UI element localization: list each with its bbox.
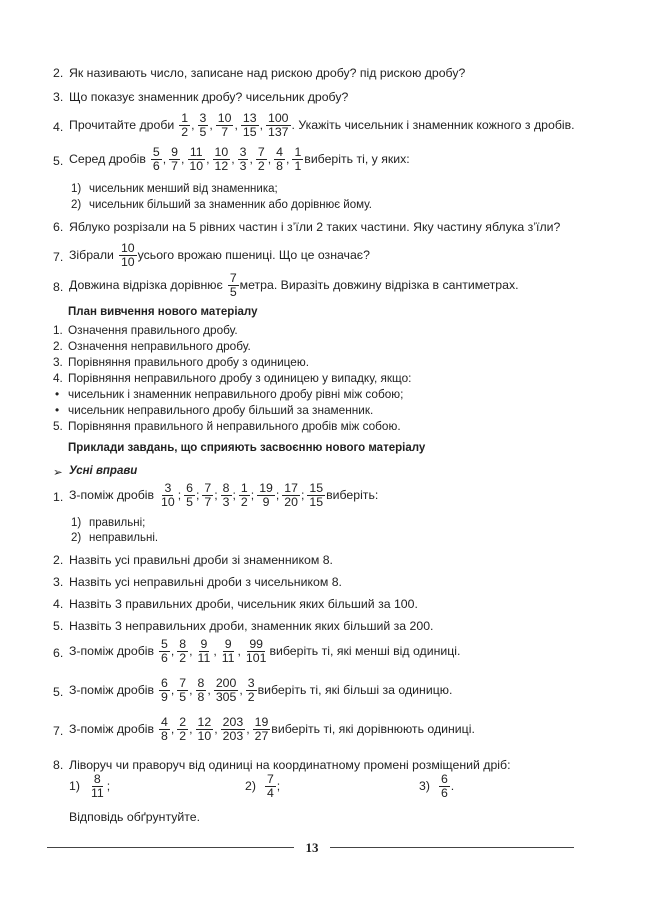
fraction: $\frac{4}{8}$ [161,715,168,743]
question-number: 6. [53,646,64,660]
fraction: $\frac{7}{2}$ [257,145,265,173]
question-number: 5. [53,685,64,699]
fraction: $\frac{9}{11}$ [197,637,211,665]
question-text: Як називають число, записане над рискою дробу? під рискою дробу? [69,66,466,80]
fraction: $\frac{99}{101}$ [245,637,267,665]
option-3: 3) $\frac{6}{6}$ . [419,772,455,800]
fraction: $\frac{5}{6}$ [152,145,160,173]
fraction: $\frac{10}{12}$ [214,145,229,173]
question-content [69,242,374,269]
fraction: $\frac{6}{6}$ [440,772,448,800]
fraction: $\frac{7}{7}$ [204,481,212,509]
fraction: $\frac{3}{5}$ [199,111,207,139]
fraction: $\frac{10}{10}$ [120,241,135,269]
fraction: $\frac{2}{2}$ [179,715,187,743]
fraction: $\frac{3}{2}$ [247,676,255,704]
question-number: 3. [53,90,64,104]
question-text: Серед дробів [69,152,146,167]
fraction: $\frac{5}{6}$ [161,637,168,665]
fraction: $\frac{3}{10}$ [161,481,175,509]
question-number: 2. [53,66,64,80]
question-content: З-поміж дробів $\frac{3}{10}$ ; $\frac{6}{5}$ ; $\frac{7}{7}$ ; $\frac{8}{3}$ ; $\frac{1}{2}$ ; $\frac{19}{9}$ ; $\frac{17}{20}$ ; $\frac{15}{15}$ виберіть: [69,481,379,509]
question-text: Яблуко розрізали на 5 рівних частин і з’їли 2 таких частини. Яку частину яблука з’їли? [69,220,561,234]
question-text: Зібрали [69,248,114,263]
fraction: $\frac{3}{3}$ [239,145,247,173]
fraction: $\frac{9}{11}$ [221,637,235,665]
question-number: 6. [53,220,64,234]
fraction: $\frac{7}{5}$ [179,676,187,704]
fraction: $\frac{7}{4}$ [266,772,274,800]
fraction: $\frac{12}{10}$ [197,715,212,743]
question-text: метра. Виразіть довжину відрізка в сантиметрах. [239,278,519,293]
question-content: З-поміж дробів $\frac{6}{9}$ , $\frac{7}{5}$ , $\frac{8}{8}$ , $\frac{200}{305}$ , $\frac{3}{2}$ виберіть ті, які більші за одиницю. [69,676,453,704]
fraction: $\frac{203}{203}$ [222,715,244,743]
footer-divider-left [47,847,294,848]
fraction: $\frac{8}{11}$ [90,772,104,800]
fraction: $\frac{6}{5}$ [186,481,193,509]
fraction: $\frac{200}{305}$ [215,676,237,704]
question-content: З-поміж дробів $\frac{5}{6}$ , $\frac{8}{2}$ , $\frac{9}{11}$ , $\frac{9}{11}$ , $\frac{99}{101}$ виберіть ті, які менші від одиниці. [69,637,461,665]
question-text: Довжина відрізка дорівнює [69,278,223,293]
fraction: $\frac{6}{9}$ [161,676,168,704]
question-number: 7. [53,250,64,264]
question-content: Серед дробів $\frac{5}{6}$ , $\frac{9}{7}$ , $\frac{11}{10}$ , $\frac{10}{12}$ , $\frac{3}{3}$ , $\frac{7}{2}$ , $\frac{4}{8}$ , $\frac{1}{1}$ виберіть ті, у яких: [69,145,410,173]
fraction: $\frac{15}{15}$ [309,481,324,509]
question-text: . Укажіть чисельник і знаменник кожного з дробів. [291,118,575,133]
option-2: 2) $\frac{7}{4}$ ; [245,772,281,800]
fraction: $\frac{13}{15}$ [242,111,257,139]
fraction: $\frac{9}{7}$ [171,145,178,173]
fraction: $\frac{19}{27}$ [254,715,269,743]
question-content: З-поміж дробів $\frac{4}{8}$ , $\frac{2}{2}$ , $\frac{12}{10}$ , $\frac{203}{203}$ , $\frac{19}{27}$ виберіть ті, які дорівнюють одиниці. [69,715,475,743]
fraction: $\frac{8}{2}$ [179,637,187,665]
fraction: $\frac{1}{1}$ [294,145,302,173]
fraction: $\frac{17}{20}$ [284,481,298,509]
fraction: $\frac{1}{2}$ [240,481,248,509]
question-number: 8. [53,280,64,294]
arrow-bullet-icon: ➢ [53,467,63,479]
question-text: Прочитайте дроби [69,118,175,133]
question-text: Що показує знаменник дробу? чисельник дробу? [69,90,349,104]
question-content: Прочитайте дроби $\frac{1}{2}$ , $\frac{3}{5}$ , $\frac{10}{7}$ , $\frac{13}{15}$ , $\frac{100}{137}$ . Укажіть чисельник і знаменник кожного з дробів. [69,111,575,139]
footer-divider-right [330,847,574,848]
question-number: 1. [53,490,64,504]
fraction: $\frac{8}{8}$ [197,676,205,704]
fraction: $\frac{100}{137}$ [268,111,289,139]
fraction: $\frac{8}{3}$ [222,481,230,509]
fraction: $\frac{7}{5}$ [229,271,237,299]
option-1: 1) $\frac{8}{11}$ ; [69,772,111,800]
question-number: 5. [53,154,64,168]
fraction: $\frac{11}{10}$ [189,145,204,173]
fraction: $\frac{4}{8}$ [276,145,284,173]
question-number: 4. [53,120,64,134]
question-number: 7. [53,724,64,738]
fraction: $\frac{19}{9}$ [259,481,273,509]
question-text: виберіть ті, у яких: [304,152,410,167]
page-number: 13 [305,840,319,855]
question-content [69,272,523,299]
fraction: $\frac{10}{7}$ [217,111,232,139]
fraction: $\frac{1}{2}$ [181,111,189,139]
question-text: усього врожаю пшениці. Що це означає? [137,248,370,263]
